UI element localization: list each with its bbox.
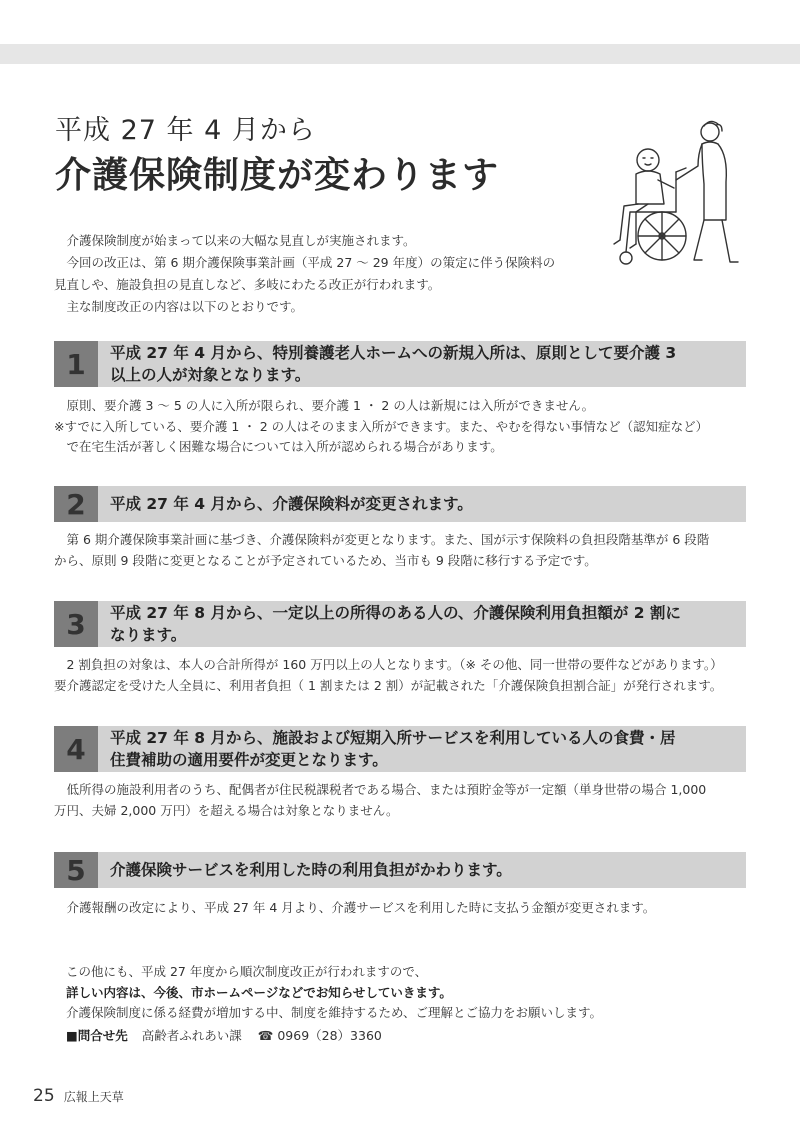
contact-phone: ☎ 0969（28）3360: [257, 1027, 382, 1043]
contact-department: 高齢者ふれあい課: [141, 1027, 242, 1043]
closing-notes: [66, 962, 746, 1046]
body-line: 介護報酬の改定により、平成 27 年 4 月より、介護サービスを利用した時に支払う金額が変更されます。: [54, 900, 656, 915]
body-line: 万円、夫婦 2,000 万円）を超える場合は対象となりません。: [54, 802, 399, 818]
section-5-header: [54, 852, 746, 888]
section-heading: 平成 27 年 4 月から、介護保険料が変更されます。: [110, 495, 473, 513]
body-line: から、原則 9 段階に変更となることが予定されているため、当市も 9 段階に移行する予定です。: [54, 552, 597, 568]
page-number: 25: [33, 1086, 55, 1106]
section-number: 2: [54, 486, 98, 522]
closing-line: 介護保険制度に係る経費が増加する中、制度を維持するため、ご理解とご協力をお願いします。: [66, 1005, 603, 1020]
section-number: 1: [54, 341, 98, 387]
body-line: ※すでに入所している、要介護 1 ・ 2 の人はそのまま入所ができます。また、やむを得ない事情など（認知症など）: [54, 418, 709, 434]
top-band: [0, 44, 800, 64]
body-line: 原則、要介護 3 ～ 5 の人に入所が限られ、要介護 1 ・ 2 の人は新規には入所ができません。: [54, 398, 595, 413]
closing-line-bold: 詳しい内容は、今後、市ホームページなどでお知らせしていきます。: [66, 984, 452, 1000]
intro-text: [54, 230, 594, 318]
body-line: で在宅生活が著しく困難な場合については入所が認められる場合があります。: [54, 439, 503, 454]
wheelchair-caregiver-illustration: [598, 112, 748, 272]
section-1-header: [54, 341, 746, 387]
section-2-body: [54, 530, 754, 571]
section-5-body: [54, 898, 754, 919]
page-title: 介護保険制度が変わります: [55, 155, 500, 196]
section-heading: 介護保険サービスを利用した時の利用負担がかわります。: [110, 861, 512, 879]
page-footer: [33, 1086, 124, 1106]
section-number: 3: [54, 601, 98, 647]
section-3-header: [54, 601, 746, 647]
intro-line: 見直しや、施設負担の見直しなど、多岐にわたる改正が行われます。: [54, 277, 441, 292]
title-line-1: 平成 27 年 4 月から: [55, 115, 316, 146]
intro-line: 今回の改正は、第 6 期介護保険事業計画（平成 27 ～ 29 年度）の策定に伴う保険料の: [54, 255, 556, 270]
section-4-header: [54, 726, 746, 772]
publication-name: 広報上天草: [63, 1090, 124, 1104]
body-line: 要介護認定を受けた人全員に、利用者負担（ 1 割または 2 割）が記載された「介護保険負担割合証」が発行されます。: [54, 677, 723, 693]
section-heading: 平成 27 年 8 月から、施設および短期入所サービスを利用している人の食費・居 住費補助の適用要件が変更となります。: [110, 729, 676, 769]
section-number: 4: [54, 726, 98, 772]
section-number: 5: [54, 852, 98, 888]
closing-line: この他にも、平成 27 年度から順次制度改正が行われますので、: [66, 964, 428, 979]
body-line: 第 6 期介護保険事業計画に基づき、介護保険料が変更となります。また、国が示す保険料の負担段階基準が 6 段階: [54, 532, 710, 547]
section-1-body: [54, 396, 754, 458]
section-4-body: [54, 780, 754, 821]
intro-line: 主な制度改正の内容は以下のとおりです。: [54, 299, 304, 314]
section-3-body: [54, 655, 754, 696]
contact-label: ■問合せ先: [66, 1027, 128, 1043]
body-line: 低所得の施設利用者のうち、配偶者が住民税課税者である場合、または預貯金等が一定額（単身世帯の場合 1,000: [54, 782, 707, 797]
section-2-header: [54, 486, 746, 522]
contact-info: [66, 1026, 746, 1047]
body-line: 2 割負担の対象は、本人の合計所得が 160 万円以上の人となります。（※ その他、同一世帯の要件などがあります。）: [54, 657, 723, 672]
section-heading: 平成 27 年 4 月から、特別養護老人ホームへの新規入所は、原則として要介護 3 以上の人が対象となります。: [110, 344, 677, 384]
section-heading: 平成 27 年 8 月から、一定以上の所得のある人の、介護保険利用負担額が 2 割に なります。: [110, 604, 681, 644]
intro-line: 介護保険制度が始まって以来の大幅な見直しが実施されます。: [54, 233, 416, 248]
